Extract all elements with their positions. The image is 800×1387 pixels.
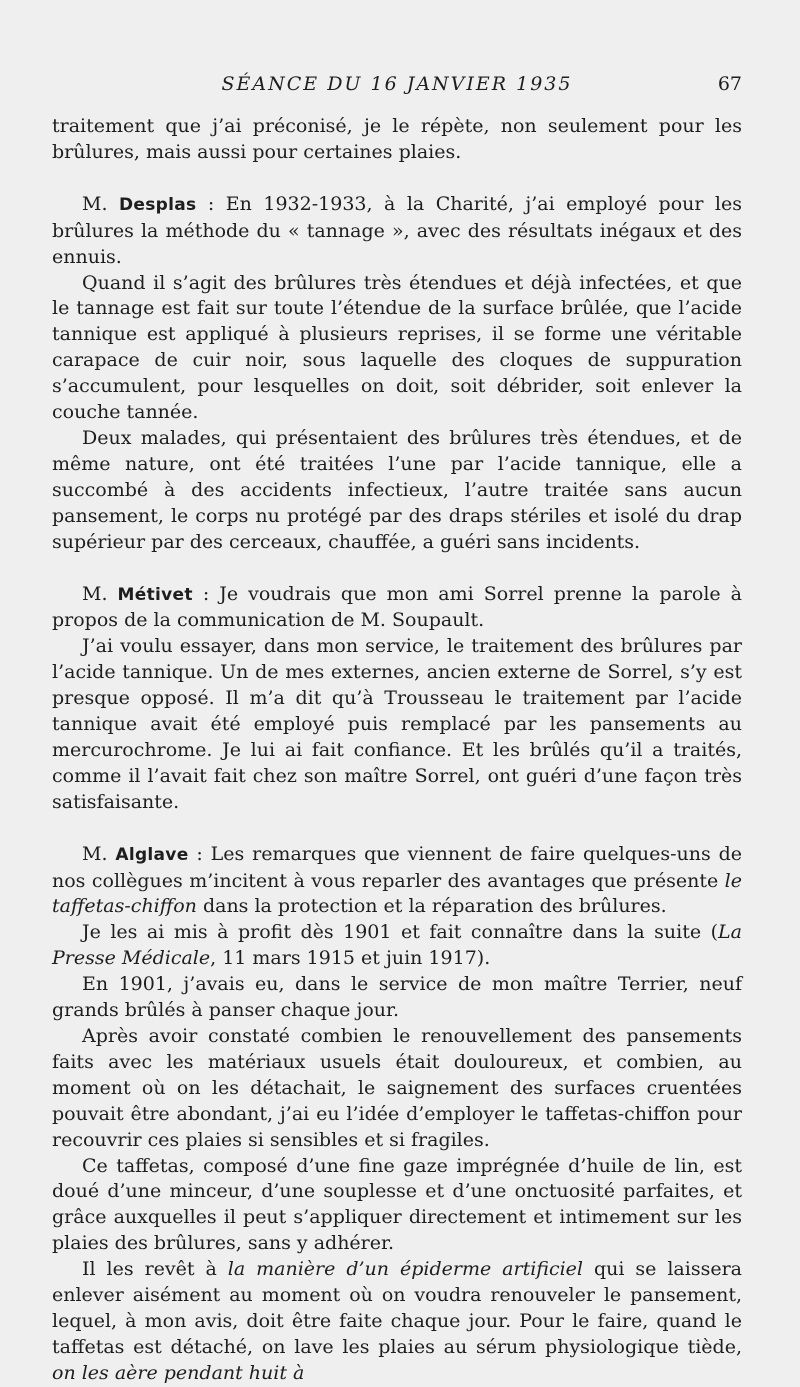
paragraph-text: Deux malades, qui présentaient des brûlures très étendues, et de même nature, ont été traitées l’une par l’acide tannique, elle a succombé à des accidents infectieux, l’autre traitée sans aucun pansement, le corps nu protégé par des draps stériles et isolé du drap supérieur par des cerceaux, chauffée, a guéri sans incidents.	[52, 426, 742, 553]
speaker-title: M.	[82, 842, 108, 865]
paragraph-text: Je les ai mis à profit dès 1901 et fait connaître dans la suite (	[82, 921, 719, 944]
paragraph-text: J’ai voulu essayer, dans mon service, le traitement des brûlures par l’acide tannique. Un de mes externes, ancien externe de Sorrel, s’y est presque opposé. Il m’a dit qu’à Trousseau le traitement par l’acide tannique avait été employé puis remplacé par les pansements au mercurochrome. Je lui ai fait confiance. Et les brûlés qu’il a traités, comme il l’avait fait chez son maître Sorrel, ont guéri d’une façon très satisfaisante.	[52, 635, 742, 813]
paragraph-desplas-intervention	[52, 192, 742, 271]
paragraph-alglave-intervention	[52, 842, 742, 921]
paragraph-text: Après avoir constaté combien le renouvellement des pansements faits avec les matériaux usuels était douloureux, et combien, au moment où on les détachait, le saignement des surfaces cruentées pouvait être abondant, j’ai eu l’idée d’employer le taffetas-chiffon pour recouvrir ces plaies si sensibles et si fragiles.	[52, 1025, 742, 1151]
paragraph-citation	[52, 920, 742, 972]
italic-term: le taffetas-chiffon	[52, 869, 742, 918]
paragraph-text: Ce taffetas, composé d’une fine gaze imprégnée d’huile de lin, est doué d’une minceur, d’une souplesse et d’une onctuosité parfaites, et grâce auxquelles il peut s’appliquer directement et intimement sur les plaies des brûlures, sans y adhérer.	[52, 1154, 742, 1255]
speaker-name: Métivet	[117, 584, 193, 605]
journal-title: La Presse Médicale	[52, 921, 742, 970]
paragraph	[52, 634, 742, 815]
paragraph-continuation	[52, 114, 742, 166]
paragraph-text: : En 1932-1933, à la Charité, j’ai employé pour les brûlures la méthode du « tannage », avec des résultats inégaux et des ennuis.	[52, 192, 743, 268]
running-title: SÉANCE DU 16 JANVIER 1935	[221, 73, 573, 95]
paragraph	[52, 271, 742, 426]
paragraph-text: : Je voudrais que mon ami Sorrel prenne la parole à propos de la communication de M. Soupault.	[52, 582, 743, 632]
paragraph-text-after: , 11 mars 1915 et juin 1917).	[210, 947, 491, 970]
paragraph-text: traitement que j’ai préconisé, je le répète, non seulement pour les brûlures, mais aussi pour certaines plaies.	[52, 115, 742, 163]
paragraph-text-after: qui se laissera enlever aisément au moment où on voudra renouveler le pansement, lequel, à mon avis, doit être faite chaque jour. Pour le faire, quand le taffetas est détaché, on lave les plaies au sérum physiologique tiède,	[52, 1258, 742, 1358]
paragraph	[52, 426, 742, 556]
paragraph	[52, 1024, 742, 1154]
speaker-name: Alglave	[115, 844, 189, 865]
running-header	[52, 70, 742, 98]
paragraph-text: : Les remarques que viennent de faire quelques-uns de nos collègues m’incitent à vous reparler des avantages que présente	[52, 842, 742, 892]
italic-phrase-end: on les aère pendant huit à	[52, 1361, 305, 1384]
paragraph-text: Il les revêt à	[82, 1258, 217, 1281]
page-number: 67	[717, 73, 742, 95]
paragraph-text-after: dans la protection et la réparation des brûlures.	[202, 895, 667, 918]
paragraph	[52, 972, 742, 1024]
speaker-name: Desplas	[118, 194, 197, 215]
paragraph-text: En 1901, j’avais eu, dans le service de mon maître Terrier, neuf grands brûlés à panser chaque jour.	[52, 973, 742, 1022]
paragraph	[52, 1257, 742, 1387]
italic-phrase: la manière d’un épiderme artificiel	[227, 1258, 583, 1281]
paragraph-metivet-intervention	[52, 582, 742, 635]
speaker-title: M.	[82, 192, 108, 215]
body-text	[52, 114, 742, 1387]
speaker-title: M.	[82, 582, 108, 605]
paragraph-text: Quand il s’agit des brûlures très étendues et déjà infectées, et que le tannage est fait sur toute l’étendue de la surface brûlée, que l’acide tannique est appliqué à plusieurs reprises, il se forme une véritable carapace de cuir noir, sous laquelle des cloques de suppuration s’accumulent, pour lesquelles on doit, soit débrider, soit enlever la couche tannée.	[52, 271, 742, 424]
paragraph	[52, 1154, 742, 1258]
